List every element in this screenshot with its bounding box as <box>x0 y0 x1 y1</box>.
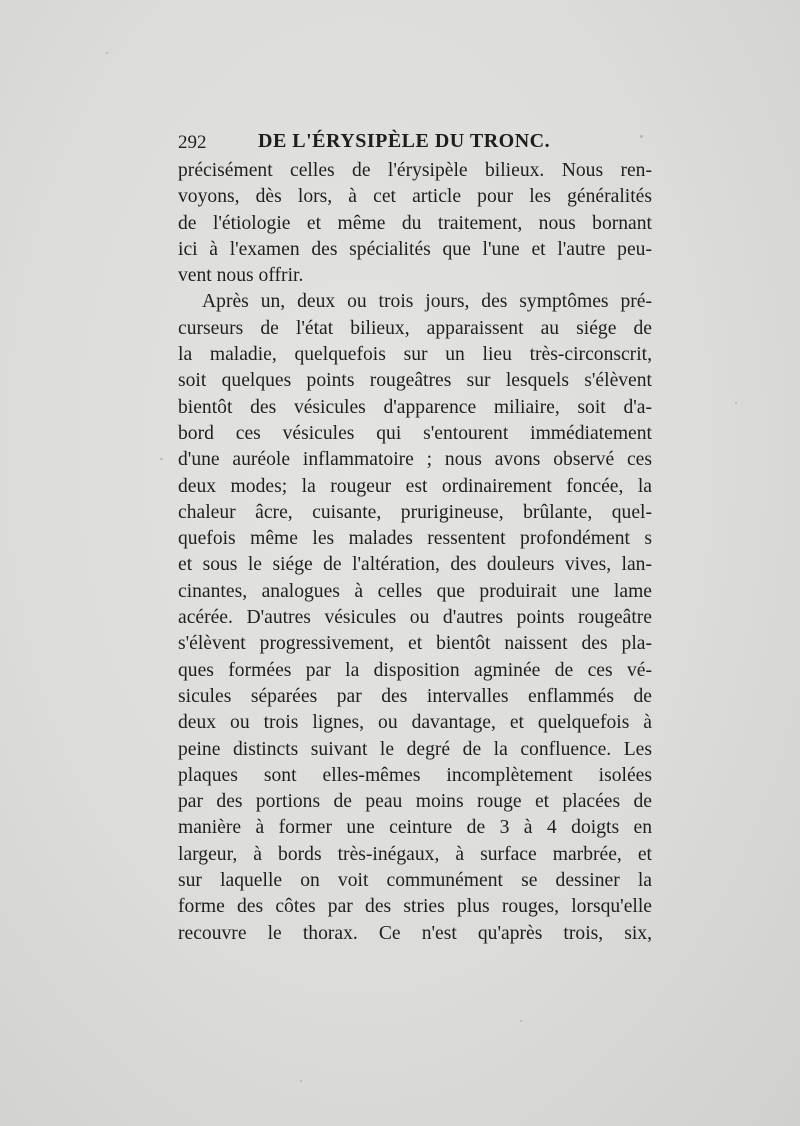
paper-speck <box>735 402 737 404</box>
page-number: 292 <box>178 132 207 153</box>
text-line: précisément celles de l'érysipèle bilieux. Nous ren- <box>178 160 652 181</box>
text-line: vent nous offrir. <box>178 265 304 287</box>
text-line: et sous le siége de l'altération, des douleurs vives, lan- <box>178 554 652 576</box>
text-line: bientôt des vésicules d'apparence miliaire, soit d'a- <box>178 396 652 418</box>
text-line: largeur, à bords très-inégaux, à surface marbrée, et <box>178 843 652 865</box>
body-text <box>178 158 652 947</box>
paper-speck <box>300 1080 302 1082</box>
text-line: de l'étiologie et même du traitement, nous bornant <box>178 212 652 234</box>
text-line: recouvre le thorax. Ce n'est qu'après trois, six, <box>178 922 652 944</box>
paper-speck <box>160 458 163 460</box>
text-line: manière à former une ceinture de 3 à 4 doigts en <box>178 817 652 839</box>
text-line: curseurs de l'état bilieux, apparaissent au siége de <box>178 317 652 339</box>
text-line: soit quelques points rougeâtres sur lesquels s'élèvent <box>178 370 652 392</box>
text-line: acérée. D'autres vésicules ou d'autres points rougeâtre <box>178 607 652 629</box>
text-line: sur laquelle on voit communément se dessiner la <box>178 870 652 892</box>
text-line: ici à l'examen des spécialités que l'une et l'autre peu- <box>178 238 652 260</box>
text-line: forme des côtes par des stries plus rouges, lorsqu'elle <box>178 896 652 918</box>
text-line: sicules séparées par des intervalles enflammés de <box>178 685 652 707</box>
text-line: ques formées par la disposition agminée de ces vé- <box>178 659 652 681</box>
text-line: par des portions de peau moins rouge et placées de <box>178 791 652 813</box>
paper-speck <box>520 1020 522 1022</box>
text-line: Après un, deux ou trois jours, des symptômes pré- <box>202 291 652 313</box>
paper-speck <box>106 52 108 54</box>
text-line: la maladie, quelquefois sur un lieu très-circonscrit, <box>178 344 652 366</box>
text-line: d'une auréole inflammatoire ; nous avons observé ces <box>178 449 652 471</box>
text-line: bord ces vésicules qui s'entourent immédiatement <box>178 422 652 444</box>
text-line: deux modes; la rougeur est ordinairement foncée, la <box>178 475 652 497</box>
text-line: plaques sont elles-mêmes incomplètement isolées <box>178 764 652 786</box>
text-line: s'élèvent progressivement, et bientôt naissent des pla- <box>178 633 652 655</box>
running-title: DE L'ÉRYSIPÈLE DU TRONC. <box>258 130 551 152</box>
page-header <box>178 128 653 158</box>
text-line: peine distincts suivant le degré de la confluence. Les <box>178 738 652 760</box>
text-line: deux ou trois lignes, ou davantage, et quelquefois à <box>178 712 652 734</box>
text-line: cinantes, analogues à celles que produirait une lame <box>178 580 652 602</box>
text-line: voyons, dès lors, à cet article pour les généralités <box>178 186 652 208</box>
text-line: chaleur âcre, cuisante, prurigineuse, brûlante, quel- <box>178 501 652 523</box>
text-line: quefois même les malades ressentent profondément s <box>178 528 652 550</box>
